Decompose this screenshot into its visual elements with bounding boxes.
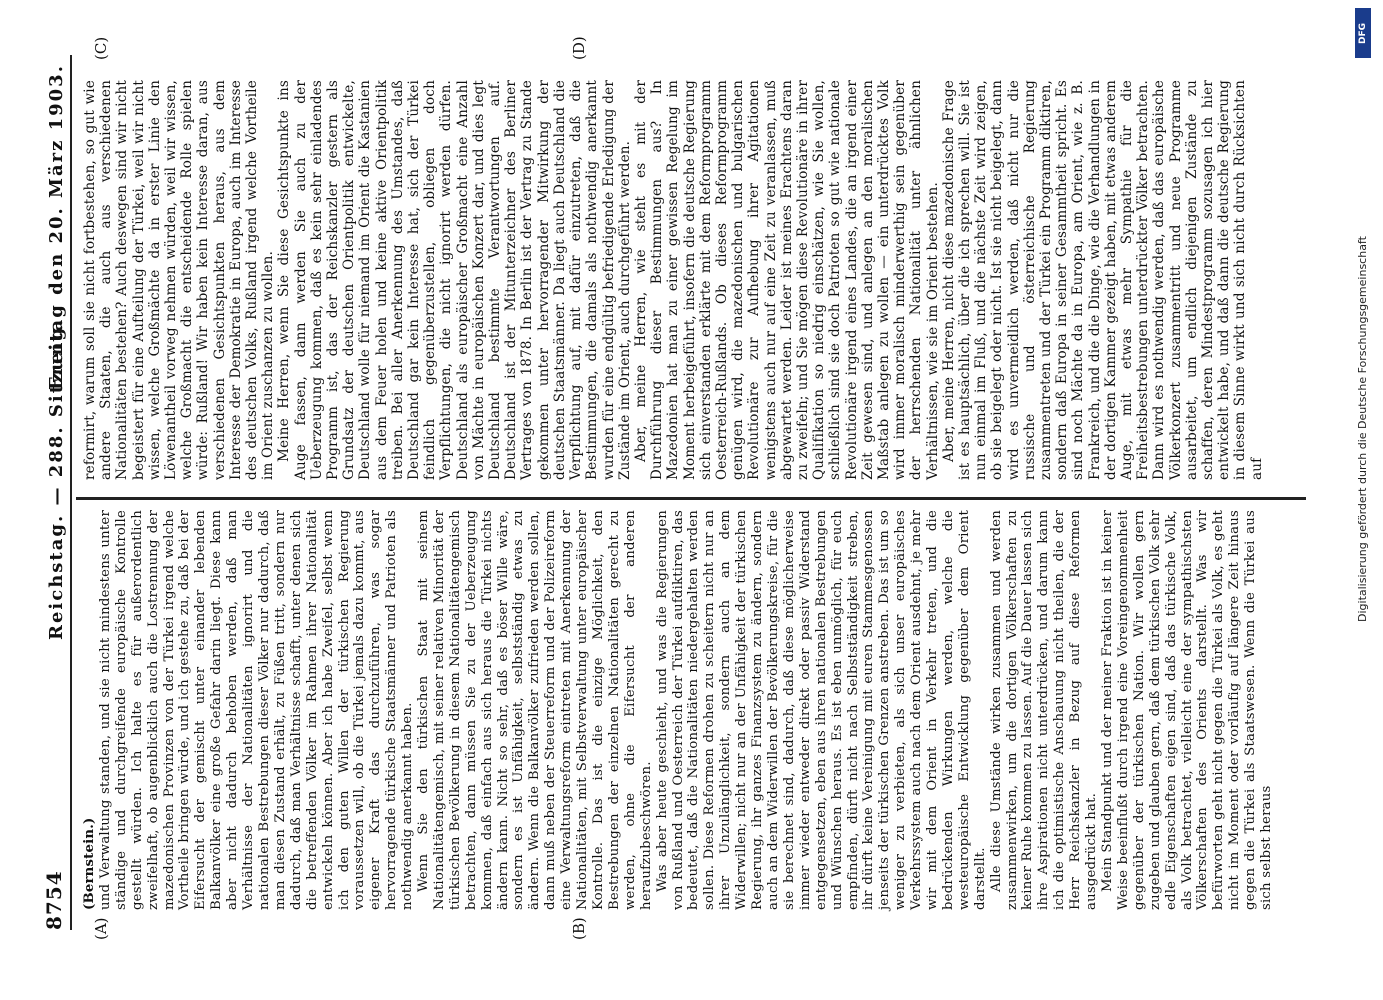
paragraph: Aber, meine Herren, nicht diese mazedonische Frage ist es hauptsächlich, über die ich sprechen will. Sie ist nun einmal im Fluß, und die nächste Zeit wird zeigen, ob sie beigelegt oder nicht. Ist sie nicht beigelegt, dann wird es unvermeidlich werden, daß nicht nur die russische und österreichische Regierung zusammentreten und der Türkei ein Programm diktiren, sondern daß Europa in seiner Gesammtheit spricht. Es sind noch Mächte da in Europa, am Orient, wie z. B. Frankreich, und die die Dinge, wie die Verhandlungen in der dortigen Kammer gezeigt haben, mit etwas anderem Auge, mit etwas mehr Sympathie für die Freiheitsbestrebungen unterdrückter Völker betrachten. Dann wird es nothwendig werden, daß das europäische Völkerkonzert zusammentritt und neue Programme ausarbeitet, um endlich diejenigen Zustände zu schaffen, deren Mindestprogramm sozusagen ich hier entwickelt habe, und daß dann die deutsche Regierung in diesem Sinne wirkt und sich nicht durch Rücksichten auf (940, 80, 1265, 480)
left-column (82, 510, 1275, 910)
paragraph: Mein Standpunkt und der meiner Fraktion ist in keiner Weise beeinflußt durch irgend eine Voreingenommenheit gegenüber der türkischen Nation. Wir wollen gern zugeben und glauben gern, daß dem türkischen Volk sehr edle Eigenschaften eigen sind, daß das türkische Volk, als Volk betrachtet, vielleicht eine der sympathischsten Völkerschaften des Orients darstellt. Was wir befürworten geht nicht gegen die Türkei als Volk, es geht nicht im Moment oder vorläufig auf längere Zeit hinaus gegen die Türkei als Staatswesen. Wenn die Türkei aus sich selbst heraus (1100, 510, 1275, 910)
paragraph: Aber, meine Herren, wie steht es mit der Durchführung dieser Bestimmungen aus? In Mazedonien hat man zu einer gewissen Regelung im Moment herbeigeführt, insofern die deutsche Regierung sich einverstanden erklärte mit dem Reformprogramm Oesterreich-Rußlands. Ob dieses Reformprogramm genügen wird, die mazedonischen und bulgarischen Revolutionäre zur Aufhebung ihrer Agitationen wenigstens auch nur auf eine Zeit zu veranlassen, muß abgewartet werden. Leider ist meines Erachtens daran zu zweifeln; und Sie mögen diese Revolutionäre in ihrer Qualifikation so niedrig einschätzen, wie Sie wollen, schließlich sind sie doch Patrioten so gut wie nationale Revolutionäre irgend eines Landes, die an irgend einer Zeit gewesen sind, und anlegen an den moralischen Maßstab anlegen zu wollen — ein unterdrücktes Volk wird immer moralisch minderwerthig sein gegenüber der herrschenden Nationalität unter ähnlichen Verhältnissen, wie sie im Orient bestehen. (632, 80, 941, 480)
session-date: Freitag den 20. März 1903. (46, 64, 67, 390)
paragraph: Was aber heute geschieht, und was die Regierungen von Rußland und Oesterreich der Türkei aufdiktiren, das bedeutet, daß die Nationalitäten niedergehalten werden sollen. Diese Reformen drohen zu scheitern nicht nur an ihrer Unzulänglichkeit, sondern auch an dem Widerwillen; nicht nur an der Unfähigkeit der türkischen Regierung, ihr ganzes Finanzsystem zu ändern, sondern auch an dem Widerwillen der Bevölkerungskreise, für die sie berechnet sind, dadurch, daß diese möglicherweise immer wieder entweder direkt oder passiv Widerstand entgegensetzen, eben aus ihren nationalen Bestrebungen und Wünschen heraus. Es ist eben unmöglich, für euch empfinden, dürft nicht nach Selbstständigkeit streben, ihr dürft keine Vereinigung mit euren Stammesgenossen jenseits der türkischen Grenzen anstreben. Das ist um so weniger zu verbieten, als sich unser europäisches Verkehrssystem auch nach dem Orient ausdehnt, je mehr wir mit dem Orient in Verkehr treten, und die bedrückenden Wirkungen werden, welche die westeuropäische Entwicklung gegenüber dem Orient darstellt. (654, 510, 988, 910)
speaker-name: (Bernstein.) (82, 817, 97, 910)
credit-text: Digitalisierung gefördert durch die Deutsche Forschungsgemeinschaft (1356, 236, 1369, 622)
page-number: 8754 (42, 870, 66, 930)
paragraph: und Verwaltung standen, und sie nicht mindestens unter ständige und durchgreifende europäische Kontrolle gestellt würden. Ich halte es für außerordentlich zweifelhaft, ob augenblicklich auch die Lostrennung der mazedonischen Provinzen von der Türkei irgend welche Vortheile bringen würde, und ich gestehe zu, daß bei der Eifersucht der gemischt unter einander lebenden Balkanvölker eine große Gefahr darin liegt. Diese kann aber nicht dadurch behoben werden, daß man Verhältnisse der Nationalitäten ignorirt und die nationalen Bestrebungen dieser Völker nur dadurch, daß man diesen Zustand erhält, zu Füßen tritt, sondern nur dadurch, daß man Verhältnisse schafft, unter denen sich die betreffenden Völker im Rahmen ihrer Nationalität entwickeln können. Aber ich habe Zweifel, selbst wenn ich den guten Willen der türkischen Regierung voraussetzen will, ob die Türkei jemals dazu kommt, aus eigener Kraft das durchzuführen, was sogar hervorragende türkische Staatsmänner und Patrioten als nothwendig anerkannt haben. (97, 510, 416, 910)
margin-marker-d: (D) (570, 36, 588, 60)
digitization-credit (1341, 0, 1383, 1000)
column-rule (76, 497, 1306, 500)
paragraph: Meine Herren, wenn Sie diese Gesichtspunkte ins Auge fassen, dann werden Sie auch zu der Ueberzeugung kommen, daß es kein sehr einladendes Programm ist, das der Reichskanzler gestern als Grundsatz der deutschen Orientpolitik entwickelte, Deutschland wolle für niemand im Orient die Kastanien aus dem Feuer holen und keine aktive Orientpolitik treiben. Bei aller Anerkennung des Umstandes, daß Deutschland gar kein Interesse hat, sich der Türkei feindlich gegenüberzustellen, obliegen doch Verpflichtungen, die nicht ignorirt werden dürfen. Deutschland als europäischer Großmacht eine Anzahl von Mächte in europäischen Konzert dar, und dies legt Deutschland bestimmte Verantwortungen auf. Deutschland ist der Mitunterzeichner des Berliner Vertrages von 1878. In Berlin ist der Vertrag zu Stande gekommen unter hervorragender Mitwirkung der deutschen Staatsmänner. Da liegt auch Deutschland die Verpflichtung auf, mit dafür einzutreten, daß die Bestimmungen, die damals als nothwendig anerkannt wurden für eine endgültig befriedigende Erledigung der Zustände im Orient, auch durchgeführt werden. (276, 80, 633, 480)
paragraph: Alle diese Umstände wirken zusammen und werden zusammenwirken, um die dortigen Völkerschaften zu keiner Ruhe kommen zu lassen. Auf die Dauer lassen sich ihre Aspirationen nicht unterdrücken, und darum kann ich die optimistische Anschauung nicht theilen, die der Herr Reichskanzler in Bezug auf diese Reformen ausgedrückt hat. (988, 510, 1100, 910)
dfg-logo: DFG (1355, 8, 1371, 58)
paragraph: Wenn Sie den türkischen Staat mit seinem Nationalitätengemisch, mit seiner relativen Minorität der türkischen Bevölkerung in diesem Nationalitätengemisch betrachten, dann müssen Sie zu der Ueberzeugung kommen, daß einfach aus sich heraus die Türkei nichts ändern kann. Nicht so sehr, daß es böser Wille wäre, sondern es ist Unfähigkeit, selbstständig etwas zu ändern. Wenn die Balkanvölker zufrieden werden sollen, dann muß neben der Steuerreform und der Polizeireform eine Verwaltungsreform eintreten mit Anerkennung der Nationalitäten, mit Selbstverwaltung unter europäischer Kontrolle. Das ist die einzige Möglichkeit, den Bestrebungen der einzelnen Nationalitäten gerecht zu werden, ohne die Eifersucht der anderen heraufzubeschwören. (416, 510, 654, 910)
margin-marker-b: (B) (570, 917, 588, 940)
session-title: Reichstag. — 288. Sitzung. (46, 317, 67, 640)
margin-marker-c: (C) (92, 36, 110, 60)
paragraph: reformirt, warum soll sie nicht fortbestehen, so gut wie andere Staaten, die auch aus verschiedenen Nationalitäten bestehen? Auch deswegen sind wir nicht begeistert für eine Aufteilung der Türkei, weil wir nicht wissen, welche Großmächte da in erster Linie den Löwenantheil vorweg nehmen würden, weil wir wissen, welche Großmacht die entscheidende Rolle spielen würde: Rußland! Wir haben kein Interesse daran, aus verschiedenen Gesichtspunkten heraus, aus dem Interesse der Demokratie in Europa, auch im Interesse des deutschen Volks, Rußland irgend welche Vortheile im Orient zuschanzen zu wollen. (82, 80, 277, 480)
right-column (82, 80, 1265, 480)
header-rule (70, 55, 72, 930)
margin-marker-a: (A) (92, 917, 110, 940)
